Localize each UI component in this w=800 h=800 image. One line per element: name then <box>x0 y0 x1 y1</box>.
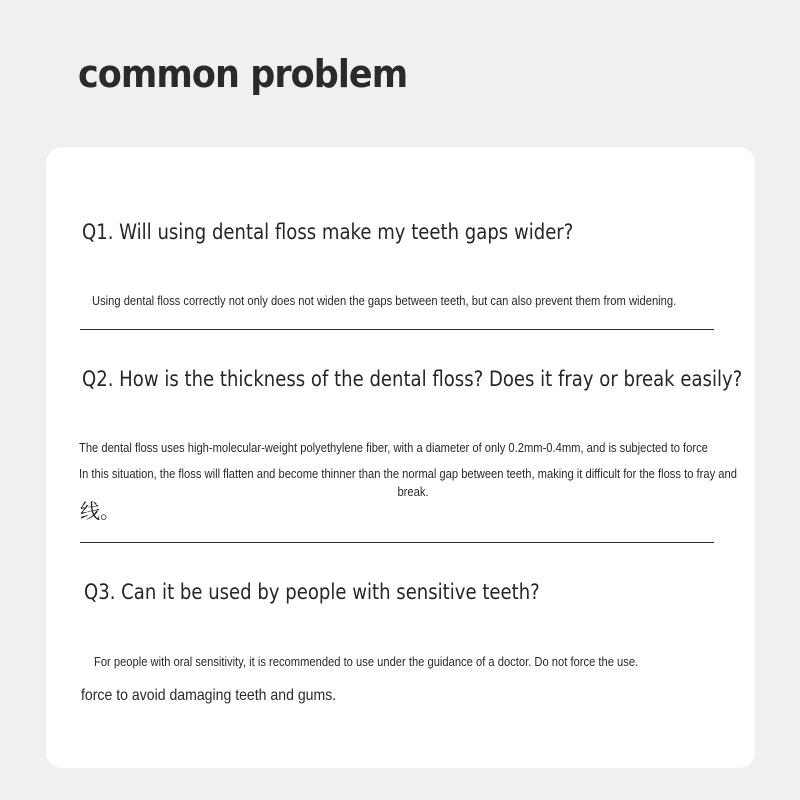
faq-divider-2 <box>80 542 714 543</box>
faq-card <box>46 147 755 768</box>
faq-question-2: Q2. How is the thickness of the dental floss? Does it fray or break easily? <box>82 367 743 391</box>
faq-answer-2-line-1: The dental floss uses high-molecular-weight polyethylene fiber, with a diameter of only 0.2mm-0.4mm, and is subjected to force <box>79 440 708 455</box>
faq-answer-1: Using dental floss correctly not only does not widen the gaps between teeth, but can also prevent them from widening. <box>92 293 677 308</box>
faq-answer-3-line-1: For people with oral sensitivity, it is recommended to use under the guidance of a doctor. Do not force the use. <box>94 654 639 669</box>
faq-answer-2-fragment: 线。 <box>80 499 120 523</box>
faq-answer-2-line-2: In this situation, the floss will flatten and become thinner than the normal gap between teeth, making it difficult for the floss to fray and <box>79 466 737 481</box>
faq-divider-1 <box>80 329 714 330</box>
faq-question-3: Q3. Can it be used by people with sensitive teeth? <box>84 580 540 604</box>
faq-answer-3-line-2: force to avoid damaging teeth and gums. <box>81 687 337 704</box>
faq-question-1: Q1. Will using dental floss make my teeth gaps wider? <box>82 220 574 244</box>
page-title: common problem <box>78 52 408 96</box>
faq-answer-2-line-3: break. <box>397 484 429 499</box>
